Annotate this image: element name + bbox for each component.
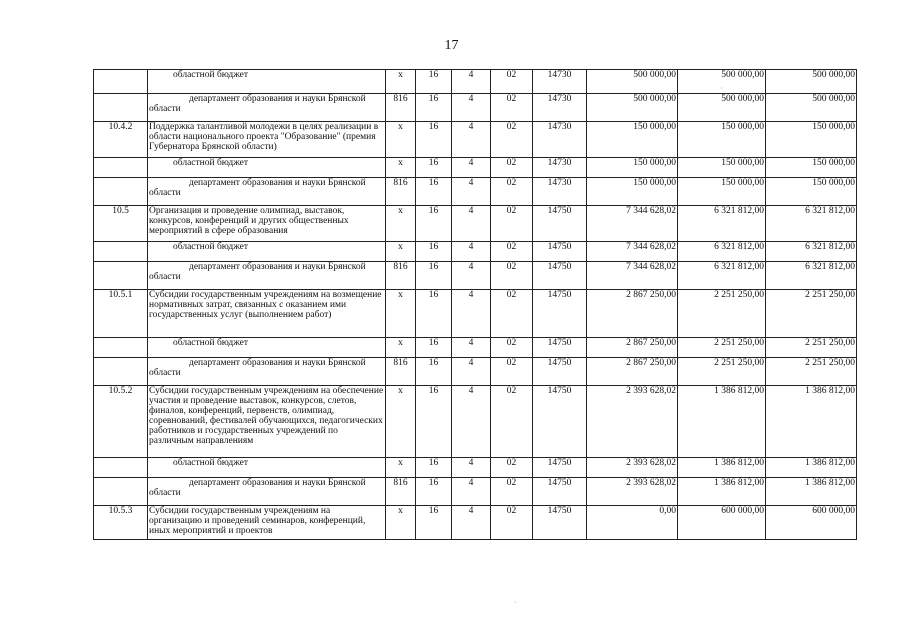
code-cell-2: 4 xyxy=(452,206,491,242)
amount-year1-cell: 150 000,00 xyxy=(587,178,678,206)
code-cell-1: 16 xyxy=(416,122,452,158)
code-cell-3: 02 xyxy=(491,122,533,158)
admin-code-cell: x xyxy=(386,242,416,262)
amount-year1-cell: 2 867 250,00 xyxy=(587,358,678,386)
item-name-cell xyxy=(148,478,386,506)
table-row xyxy=(94,262,857,290)
code-cell-3: 02 xyxy=(491,206,533,242)
item-name-cell: Субсидии государственным учреждениям на обеспечение участия и проведение выставок, конкурсов, слетов, финалов, конференций, первенств, олимпиад, соревнований, фестивалей обучающихся, педагогических работников и государственных учреждений по различным направлениям xyxy=(148,386,386,458)
table-row xyxy=(94,358,857,386)
admin-code-cell: 816 xyxy=(386,358,416,386)
item-number-cell xyxy=(94,478,148,506)
table-row xyxy=(94,178,857,206)
amount-year3-cell: 2 251 250,00 xyxy=(766,358,857,386)
amount-year3-cell: 1 386 812,00 xyxy=(766,478,857,506)
item-number-cell: 10.4.2 xyxy=(94,122,148,158)
page-number: 17 xyxy=(444,38,459,53)
item-number-cell: 10.5.1 xyxy=(94,290,148,338)
admin-code-cell: 816 xyxy=(386,94,416,122)
code-cell-4: 14750 xyxy=(533,338,587,358)
amount-year1-cell: 150 000,00 xyxy=(587,122,678,158)
amount-year3-cell: 150 000,00 xyxy=(766,158,857,178)
code-cell-4: 14750 xyxy=(533,458,587,478)
item-name-cell-text: департамент образования и науки Брянской области xyxy=(149,178,366,198)
amount-year2-cell: 6 321 812,00 xyxy=(678,206,766,242)
amount-year2-cell: 150 000,00 xyxy=(678,178,766,206)
code-cell-3: 02 xyxy=(491,506,533,540)
code-cell-1: 16 xyxy=(416,290,452,338)
code-cell-1: 16 xyxy=(416,242,452,262)
code-cell-2: 4 xyxy=(452,158,491,178)
item-number-cell xyxy=(94,178,148,206)
admin-code-cell: 816 xyxy=(386,178,416,206)
table-row xyxy=(94,70,857,94)
amount-year2-cell: 2 251 250,00 xyxy=(678,290,766,338)
amount-year3-cell: 1 386 812,00 xyxy=(766,386,857,458)
code-cell-3: 02 xyxy=(491,242,533,262)
code-cell-2: 4 xyxy=(452,338,491,358)
table-row xyxy=(94,242,857,262)
code-cell-2: 4 xyxy=(452,70,491,94)
amount-year2-cell: 500 000,00 xyxy=(678,70,766,94)
amount-year3-cell: 2 251 250,00 xyxy=(766,290,857,338)
code-cell-1: 16 xyxy=(416,386,452,458)
item-name-cell-text: областной бюджет xyxy=(173,158,249,168)
code-cell-4: 14750 xyxy=(533,242,587,262)
code-cell-4: 14750 xyxy=(533,386,587,458)
code-cell-3: 02 xyxy=(491,458,533,478)
amount-year1-cell: 500 000,00 xyxy=(587,70,678,94)
scan-mark: · xyxy=(514,598,517,607)
code-cell-1: 16 xyxy=(416,262,452,290)
amount-year1-cell: 2 393 628,02 xyxy=(587,478,678,506)
code-cell-1: 16 xyxy=(416,506,452,540)
amount-year1-cell: 0,00 xyxy=(587,506,678,540)
item-number-cell xyxy=(94,458,148,478)
item-name-cell xyxy=(148,358,386,386)
item-name-cell xyxy=(148,70,386,94)
code-cell-1: 16 xyxy=(416,358,452,386)
item-name-cell: Субсидии государственным учреждениям на организацию и проведений семинаров, конференций, иных мероприятий и проектов xyxy=(148,506,386,540)
code-cell-3: 02 xyxy=(491,262,533,290)
code-cell-1: 16 xyxy=(416,70,452,94)
amount-year2-cell: 2 251 250,00 xyxy=(678,358,766,386)
code-cell-2: 4 xyxy=(452,242,491,262)
admin-code-cell: x xyxy=(386,386,416,458)
item-name-cell: Субсидии государственным учреждениям на возмещение нормативных затрат, связанных с оказанием ими государственных услуг (выполнением работ) xyxy=(148,290,386,338)
code-cell-4: 14750 xyxy=(533,358,587,386)
amount-year1-cell: 2 867 250,00 xyxy=(587,338,678,358)
amount-year3-cell: 150 000,00 xyxy=(766,178,857,206)
amount-year3-cell: 2 251 250,00 xyxy=(766,338,857,358)
code-cell-4: 14750 xyxy=(533,478,587,506)
amount-year3-cell: 1 386 812,00 xyxy=(766,458,857,478)
item-name-cell: Организация и проведение олимпиад, выставок, конкурсов, конференций и других общественных мероприятий в сфере образования xyxy=(148,206,386,242)
item-name-cell xyxy=(148,178,386,206)
code-cell-4: 14750 xyxy=(533,506,587,540)
code-cell-2: 4 xyxy=(452,358,491,386)
code-cell-3: 02 xyxy=(491,290,533,338)
item-name-cell xyxy=(148,338,386,358)
table-body xyxy=(94,70,857,540)
amount-year3-cell: 500 000,00 xyxy=(766,94,857,122)
budget-table xyxy=(93,69,857,540)
table-row xyxy=(94,338,857,358)
amount-year3-cell: 600 000,00 xyxy=(766,506,857,540)
code-cell-1: 16 xyxy=(416,178,452,206)
code-cell-3: 02 xyxy=(491,358,533,386)
amount-year2-cell: 600 000,00 xyxy=(678,506,766,540)
code-cell-4: 14750 xyxy=(533,290,587,338)
code-cell-2: 4 xyxy=(452,122,491,158)
code-cell-2: 4 xyxy=(452,94,491,122)
amount-year1-cell: 7 344 628,02 xyxy=(587,206,678,242)
amount-year1-cell: 7 344 628,02 xyxy=(587,242,678,262)
code-cell-2: 4 xyxy=(452,178,491,206)
item-name-cell: Поддержка талантливой молодежи в целях реализации в области национального проекта "Образование" (премия Губернатора Брянской области) xyxy=(148,122,386,158)
item-name-cell-text: областной бюджет xyxy=(173,338,249,348)
amount-year2-cell: 6 321 812,00 xyxy=(678,262,766,290)
amount-year2-cell: 1 386 812,00 xyxy=(678,458,766,478)
item-name-cell-text: департамент образования и науки Брянской области xyxy=(149,94,366,114)
item-name-cell xyxy=(148,458,386,478)
amount-year2-cell: 150 000,00 xyxy=(678,158,766,178)
table-row xyxy=(94,458,857,478)
table-row xyxy=(94,122,857,158)
admin-code-cell: x xyxy=(386,458,416,478)
table-row xyxy=(94,94,857,122)
code-cell-1: 16 xyxy=(416,158,452,178)
code-cell-4: 14750 xyxy=(533,262,587,290)
code-cell-1: 16 xyxy=(416,478,452,506)
table-row xyxy=(94,158,857,178)
item-name-cell-text: департамент образования и науки Брянской области xyxy=(149,358,366,378)
item-name-cell-text: областной бюджет xyxy=(173,70,249,80)
code-cell-2: 4 xyxy=(452,478,491,506)
amount-year3-cell: 6 321 812,00 xyxy=(766,242,857,262)
code-cell-4: 14730 xyxy=(533,94,587,122)
item-name-cell-text: областной бюджет xyxy=(173,242,249,252)
amount-year2-cell: 1 386 812,00 xyxy=(678,386,766,458)
item-name-cell xyxy=(148,158,386,178)
item-name-cell xyxy=(148,262,386,290)
item-number-cell xyxy=(94,242,148,262)
item-name-cell xyxy=(148,94,386,122)
item-number-cell: 10.5.3 xyxy=(94,506,148,540)
code-cell-3: 02 xyxy=(491,338,533,358)
code-cell-3: 02 xyxy=(491,70,533,94)
admin-code-cell: 816 xyxy=(386,478,416,506)
scan-mark: · xyxy=(720,84,723,93)
code-cell-3: 02 xyxy=(491,158,533,178)
item-number-cell: 10.5.2 xyxy=(94,386,148,458)
code-cell-4: 14730 xyxy=(533,122,587,158)
code-cell-1: 16 xyxy=(416,206,452,242)
code-cell-2: 4 xyxy=(452,458,491,478)
item-number-cell xyxy=(94,262,148,290)
code-cell-2: 4 xyxy=(452,262,491,290)
admin-code-cell: x xyxy=(386,122,416,158)
item-number-cell xyxy=(94,338,148,358)
code-cell-1: 16 xyxy=(416,458,452,478)
admin-code-cell: 816 xyxy=(386,262,416,290)
amount-year1-cell: 2 393 628,02 xyxy=(587,386,678,458)
table-row xyxy=(94,290,857,338)
amount-year3-cell: 6 321 812,00 xyxy=(766,206,857,242)
amount-year2-cell: 6 321 812,00 xyxy=(678,242,766,262)
code-cell-1: 16 xyxy=(416,338,452,358)
code-cell-4: 14730 xyxy=(533,158,587,178)
amount-year1-cell: 2 393 628,02 xyxy=(587,458,678,478)
amount-year2-cell: 150 000,00 xyxy=(678,122,766,158)
code-cell-3: 02 xyxy=(491,386,533,458)
item-name-cell-text: областной бюджет xyxy=(173,458,249,468)
amount-year3-cell: 500 000,00 xyxy=(766,70,857,94)
item-number-cell xyxy=(94,70,148,94)
code-cell-3: 02 xyxy=(491,478,533,506)
item-name-cell-text: департамент образования и науки Брянской области xyxy=(149,262,366,282)
amount-year3-cell: 150 000,00 xyxy=(766,122,857,158)
code-cell-2: 4 xyxy=(452,290,491,338)
item-name-cell xyxy=(148,242,386,262)
amount-year2-cell: 500 000,00 xyxy=(678,94,766,122)
admin-code-cell: x xyxy=(386,290,416,338)
code-cell-1: 16 xyxy=(416,94,452,122)
code-cell-3: 02 xyxy=(491,94,533,122)
item-number-cell: 10.5 xyxy=(94,206,148,242)
table-row xyxy=(94,506,857,540)
code-cell-2: 4 xyxy=(452,386,491,458)
code-cell-4: 14730 xyxy=(533,178,587,206)
item-number-cell xyxy=(94,94,148,122)
amount-year2-cell: 2 251 250,00 xyxy=(678,338,766,358)
item-name-cell-text: департамент образования и науки Брянской области xyxy=(149,478,366,498)
admin-code-cell: x xyxy=(386,70,416,94)
code-cell-3: 02 xyxy=(491,178,533,206)
admin-code-cell: x xyxy=(386,158,416,178)
admin-code-cell: x xyxy=(386,206,416,242)
admin-code-cell: x xyxy=(386,338,416,358)
code-cell-4: 14730 xyxy=(533,70,587,94)
item-number-cell xyxy=(94,358,148,386)
amount-year1-cell: 7 344 628,02 xyxy=(587,262,678,290)
table-row xyxy=(94,386,857,458)
table-row xyxy=(94,206,857,242)
amount-year1-cell: 2 867 250,00 xyxy=(587,290,678,338)
code-cell-2: 4 xyxy=(452,506,491,540)
table-row xyxy=(94,478,857,506)
amount-year1-cell: 500 000,00 xyxy=(587,94,678,122)
amount-year1-cell: 150 000,00 xyxy=(587,158,678,178)
item-number-cell xyxy=(94,158,148,178)
code-cell-4: 14750 xyxy=(533,206,587,242)
admin-code-cell: x xyxy=(386,506,416,540)
amount-year2-cell: 1 386 812,00 xyxy=(678,478,766,506)
amount-year3-cell: 6 321 812,00 xyxy=(766,262,857,290)
